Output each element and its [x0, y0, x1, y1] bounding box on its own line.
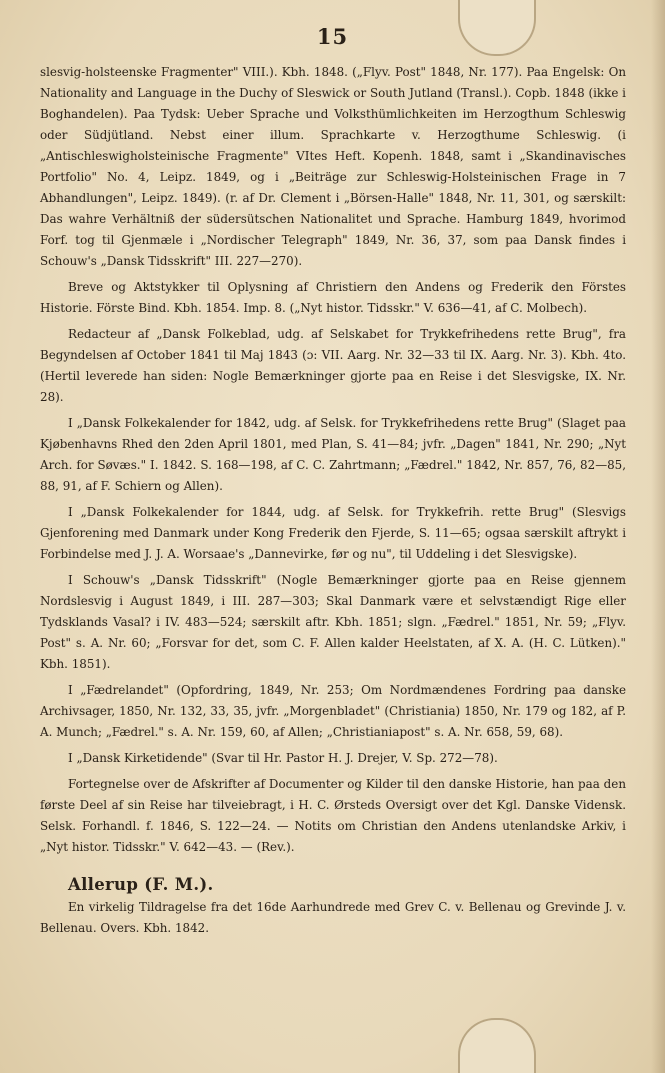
paragraph: I „Dansk Folkekalender for 1844, udg. af Selsk. for Trykkefrih. rette Brug" (Slesvigs Gjenforening med Danmark under Kong Frederik den Fjerde, S. 11—65; ogsaa særskilt aftrykt i Forbindelse med J. J. A. Worsaae's „Dannevirke, før og nu", til Uddeling i det Slesvigske). — [40, 505, 626, 561]
page-tab-bottom — [458, 1018, 536, 1073]
page-edge-shadow — [651, 0, 665, 1073]
page-body — [40, 62, 626, 939]
paragraph: I „Dansk Folkekalender for 1842, udg. af Selsk. for Trykkefrihedens rette Brug" (Slaget paa Kjøbenhavns Rhed den 2den April 1801, med Plan, S. 41—84; jvfr. „Dagen" 1841, Nr. 290; „Nyt Arch. for Søvæs." I. 1842. S. 168—198, af C. C. Zahrtmann; „Fædrel." 1842, Nr. 857, 76, 82—85, 88, 91, af F. Schiern og Allen). — [40, 416, 626, 493]
paragraph: En virkelig Tildragelse fra det 16de Aarhundrede med Grev C. v. Bellenau og Grevinde J. v. Bellenau. Overs. Kbh. 1842. — [40, 900, 626, 935]
paragraph: I „Fædrelandet" (Opfordring, 1849, Nr. 253; Om Nordmændenes Fordring paa danske Archivsager, 1850, Nr. 132, 33, 35, jvfr. „Morgenbladet" (Christiania) 1850, Nr. 179 og 182, af P. A. Munch; „Fædrel." s. A. Nr. 159, 60, af Allen; „Christianiapost" s. A. Nr. 658, 59, 68). — [40, 683, 626, 739]
paragraph: I „Dansk Kirketidende" (Svar til Hr. Pastor H. J. Drejer, V. Sp. 272—78). — [68, 751, 498, 765]
author-heading: Allerup (F. M.). — [68, 875, 214, 894]
paragraph: Breve og Aktstykker til Oplysning af Christiern den Andens og Frederik den Förstes Historie. Förste Bind. Kbh. 1854. Imp. 8. („Nyt histor. Tidsskr." V. 636—41, af C. Molbech). — [40, 280, 626, 315]
paragraph: slesvig-holsteenske Fragmenter" VIII.). Kbh. 1848. („Flyv. Post" 1848, Nr. 177). Paa Engelsk: On Nationality and Language in the Duchy of Sleswick or South Jutland (Transl.). Copb. 1848 (ikke i Boghandelen). Paa Tydsk: Ueber Sprache und Volksthümlichkeiten im Herzogthum Schleswig oder Südjütland. Nebst einer illum. Sprachkarte v. Herzogthume Schleswig. (i „Antischleswigholsteinische Fragmente" VItes Heft. Kopenh. 1848, samt i „Skandinavisches Portfolio" No. 4, Leipz. 1849, og i „Beiträge zur Schleswig-Holsteinischen Frage in 7 Abhandlungen", Leipz. 1849). (r. af Dr. Clement i „Börsen-Halle" 1848, Nr. 11, 301, og særskilt: Das wahre Verhältniß der südersütschen Nationalitet und Sprache. Hamburg 1849, hvorimod Forf. tog til Gjenmæle i „Nordischer Telegraph" 1849, Nr. 36, 37, som paa Dansk findes i Schouw's „Dansk Tidsskrift" III. 227—270). — [40, 65, 626, 268]
paragraph: Fortegnelse over de Afskrifter af Documenter og Kilder til den danske Historie, han paa den første Deel af sin Reise har tilveiebragt, i H. C. Ørsteds Oversigt over det Kgl. Danske Vidensk. Selsk. Forhandl. f. 1846, S. 122—24. — Notits om Christian den Andens utenlandske Arkiv, i „Nyt histor. Tidsskr." V. 642—43. — (Rev.). — [40, 777, 626, 854]
paragraph: I Schouw's „Dansk Tidsskrift" (Nogle Bemærkninger gjorte paa en Reise gjennem Nordslesvig i August 1849, i III. 287—303; Skal Danmark være et selvstændigt Rige eller Tydsklands Vasal? i IV. 483—524; særskilt aftr. Kbh. 1851; slgn. „Fædrel." 1851, Nr. 59; „Flyv. Post" s. A. Nr. 60; „Forsvar for det, som C. F. Allen kalder Heelstaten, af X. A. (H. C. Lütken)." Kbh. 1851). — [40, 573, 626, 671]
paragraph: Redacteur af „Dansk Folkeblad, udg. af Selskabet for Trykkefrihedens rette Brug", fra Begyndelsen af October 1841 til Maj 1843 (ɔ: VII. Aarg. Nr. 32—33 til IX. Aarg. Nr. 3). Kbh. 4to. (Hertil leverede han siden: Nogle Bemærkninger gjorte paa en Reise i det Slesvigske, IX. Nr. 28). — [40, 327, 626, 404]
page-number: 15 — [316, 24, 349, 49]
